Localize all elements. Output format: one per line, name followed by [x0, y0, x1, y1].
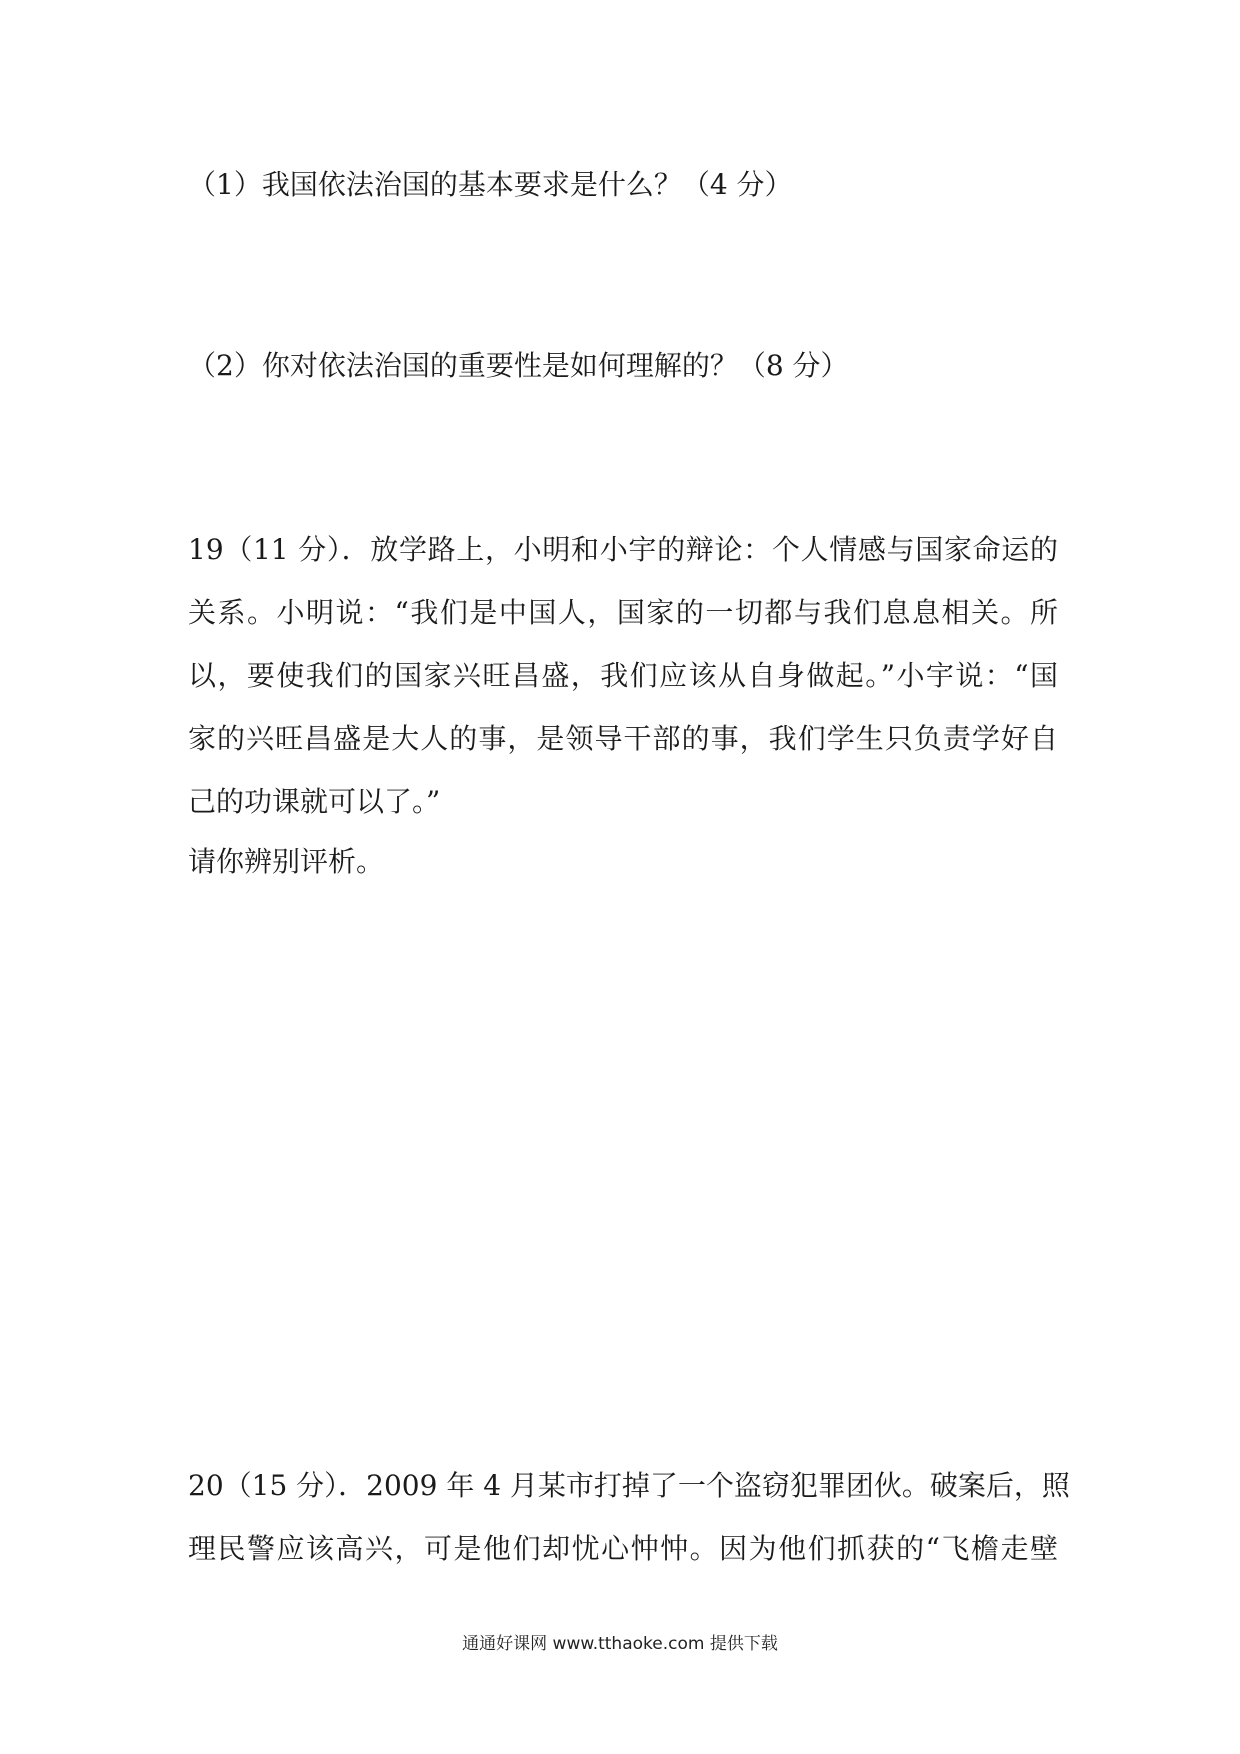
page-footer: 通通好课网 www.tthaoke.com 提供下载 [462, 1634, 778, 1654]
question-20-line: 20（15 分）．2009 年 4 月某市打掉了一个盗窃犯罪团伙。破案后，照 [188, 1469, 1070, 1502]
question-19-line: 己的功课就可以了。” [188, 785, 441, 818]
question-19-line: 19（11 分）．放学路上，小明和小宇的辩论：个人情感与国家命运的 [188, 533, 1058, 566]
question-18-part-1: （1）我国依法治国的基本要求是什么？（4 分） [188, 168, 793, 201]
question-19-prompt: 请你辨别评析。 [188, 845, 385, 878]
question-19-line: 家的兴旺昌盛是大人的事，是领导干部的事，我们学生只负责学好自 [188, 722, 1058, 755]
question-18-part-2: （2）你对依法治国的重要性是如何理解的？（8 分） [188, 349, 849, 382]
question-19-line: 关系。小明说：“我们是中国人，国家的一切都与我们息息相关。所 [188, 596, 1058, 629]
question-19-line: 以，要使我们的国家兴旺昌盛，我们应该从自身做起。”小宇说：“国 [188, 659, 1058, 692]
question-20-line: 理民警应该高兴，可是他们却忧心忡忡。因为他们抓获的“飞檐走壁 [188, 1532, 1058, 1565]
